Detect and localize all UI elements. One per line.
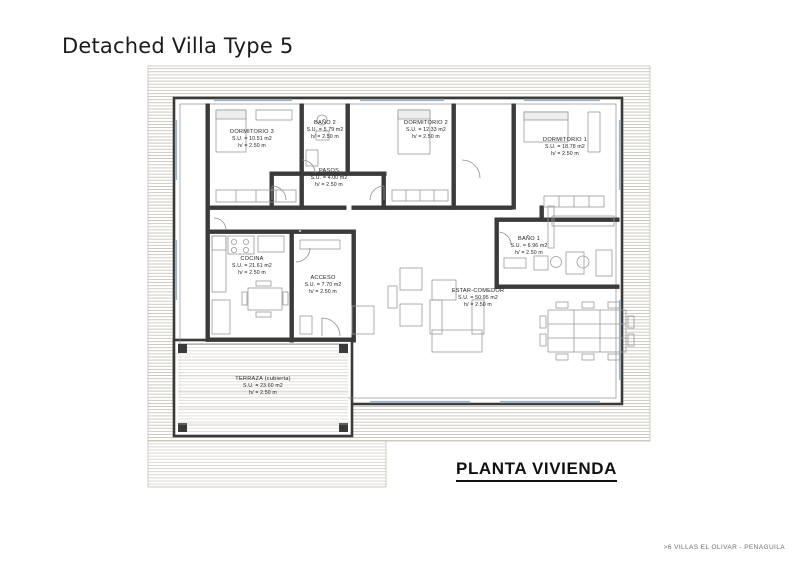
room-area: S.U. = 4.00 m2 [310,175,348,182]
room-label-acceso [292,275,354,295]
room-label-dormitorio-2 [381,120,471,140]
room-height: h/ = 2.50 m [464,301,492,308]
room-name: ESTAR-COMEDOR [451,288,505,294]
room-name: BAÑO 2 [313,120,337,126]
room-name: PASOS [318,168,340,174]
room-area: S.U. = 5.79 m2 [306,127,344,134]
room-label-terraza [209,376,317,396]
room-area: S.U. = 21.61 m2 [232,263,272,270]
room-name: BAÑO 1 [517,236,541,242]
room-label-bano-2 [294,120,356,140]
room-area: S.U. = 23.60 m2 [243,383,283,390]
room-name: DORMITORIO 1 [543,137,587,143]
room-name: ACCESO [310,275,336,281]
room-height: h/ = 2.50 m [412,133,440,140]
room-height: h/ = 2.50 m [238,269,266,276]
room-height: h/ = 2.50 m [249,389,277,396]
room-label-bano-1 [498,236,560,256]
room-height: h/ = 2.50 m [551,150,579,157]
room-height: h/ = 2.50 m [311,133,339,140]
room-height: h/ = 2.50 m [515,249,543,256]
room-label-pasos [288,168,370,188]
room-area: S.U. = 50.95 m2 [458,295,498,302]
footer-note: >6 VILLAS EL OLIVAR - PENAGUILA [663,544,785,551]
room-name: COCINA [240,256,264,262]
room-height: h/ = 2.50 m [315,181,343,188]
room-name: DORMITORIO 2 [404,120,448,126]
page-title: Detached Villa Type 5 [62,34,294,58]
room-name: DORMITORIO 3 [230,129,274,135]
plan-caption: PLANTA VIVIENDA [456,459,617,482]
room-name: TERRAZA (cubierta) [235,376,291,382]
room-label-dormitorio-1 [520,137,610,157]
room-area: S.U. = 10.51 m2 [232,136,272,143]
room-area: S.U. = 18.78 m2 [545,144,585,151]
room-area: S.U. = 7.70 m2 [304,282,342,289]
room-area: S.U. = 6.96 m2 [510,243,548,250]
room-label-dormitorio-3 [210,129,294,149]
room-label-cocina [212,256,292,276]
room-label-estar-comedor [432,288,524,308]
room-height: h/ = 2.50 m [309,288,337,295]
room-area: S.U. = 12.33 m2 [406,127,446,134]
room-height: h/ = 2.50 m [238,142,266,149]
